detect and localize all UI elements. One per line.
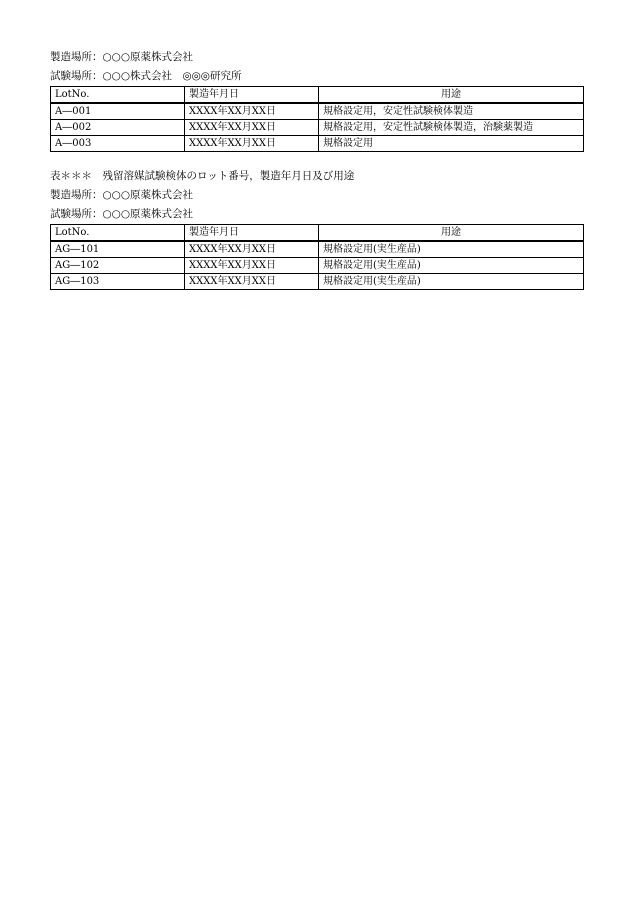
section1-testing-site: 試験場所：○○○株式会社 ◎◎◎研究所 <box>50 70 242 82</box>
table-row <box>51 258 584 274</box>
section2-lot-table <box>50 224 584 290</box>
header-usage: 用途 <box>319 225 584 242</box>
cell-manufacture-date: XXXX年XX月XX日 <box>185 103 319 120</box>
cell-lot-no: AG―101 <box>51 241 185 258</box>
table-row <box>51 103 584 120</box>
cell-usage: 規格設定用(実生産品) <box>319 241 584 258</box>
section1-lot-table <box>50 86 584 152</box>
cell-manufacture-date: XXXX年XX月XX日 <box>185 120 319 136</box>
header-usage: 用途 <box>319 87 584 104</box>
header-lot-no: LotNo. <box>51 225 185 242</box>
table-header-row <box>51 225 584 242</box>
cell-manufacture-date: XXXX年XX月XX日 <box>185 274 319 290</box>
header-manufacture-date: 製造年月日 <box>185 225 319 242</box>
header-lot-no: LotNo. <box>51 87 185 104</box>
document-page <box>50 50 583 290</box>
section2-table-caption: 表＊＊＊ 残留溶媒試験検体のロット番号，製造年月日及び用途 <box>50 170 355 182</box>
section1-manufacturing-site: 製造場所：○○○原薬株式会社 <box>50 51 193 63</box>
cell-lot-no: AG―102 <box>51 258 185 274</box>
cell-lot-no: A―003 <box>51 136 185 152</box>
section2-testing-site: 試験場所：○○○原薬株式会社 <box>50 208 193 220</box>
table-row <box>51 274 584 290</box>
cell-manufacture-date: XXXX年XX月XX日 <box>185 241 319 258</box>
table-row <box>51 120 584 136</box>
section-spacer <box>50 152 583 169</box>
section2-manufacturing-site: 製造場所：○○○原薬株式会社 <box>50 189 193 201</box>
cell-manufacture-date: XXXX年XX月XX日 <box>185 136 319 152</box>
table-row <box>51 241 584 258</box>
cell-lot-no: A―001 <box>51 103 185 120</box>
cell-usage: 規格設定用，安定性試験検体製造 <box>319 103 584 120</box>
table-row <box>51 136 584 152</box>
table-header-row <box>51 87 584 104</box>
cell-usage: 規格設定用(実生産品) <box>319 274 584 290</box>
cell-usage: 規格設定用(実生産品) <box>319 258 584 274</box>
cell-lot-no: AG―103 <box>51 274 185 290</box>
cell-usage: 規格設定用，安定性試験検体製造，治験薬製造 <box>319 120 584 136</box>
cell-usage: 規格設定用 <box>319 136 584 152</box>
cell-lot-no: A―002 <box>51 120 185 136</box>
cell-manufacture-date: XXXX年XX月XX日 <box>185 258 319 274</box>
header-manufacture-date: 製造年月日 <box>185 87 319 104</box>
